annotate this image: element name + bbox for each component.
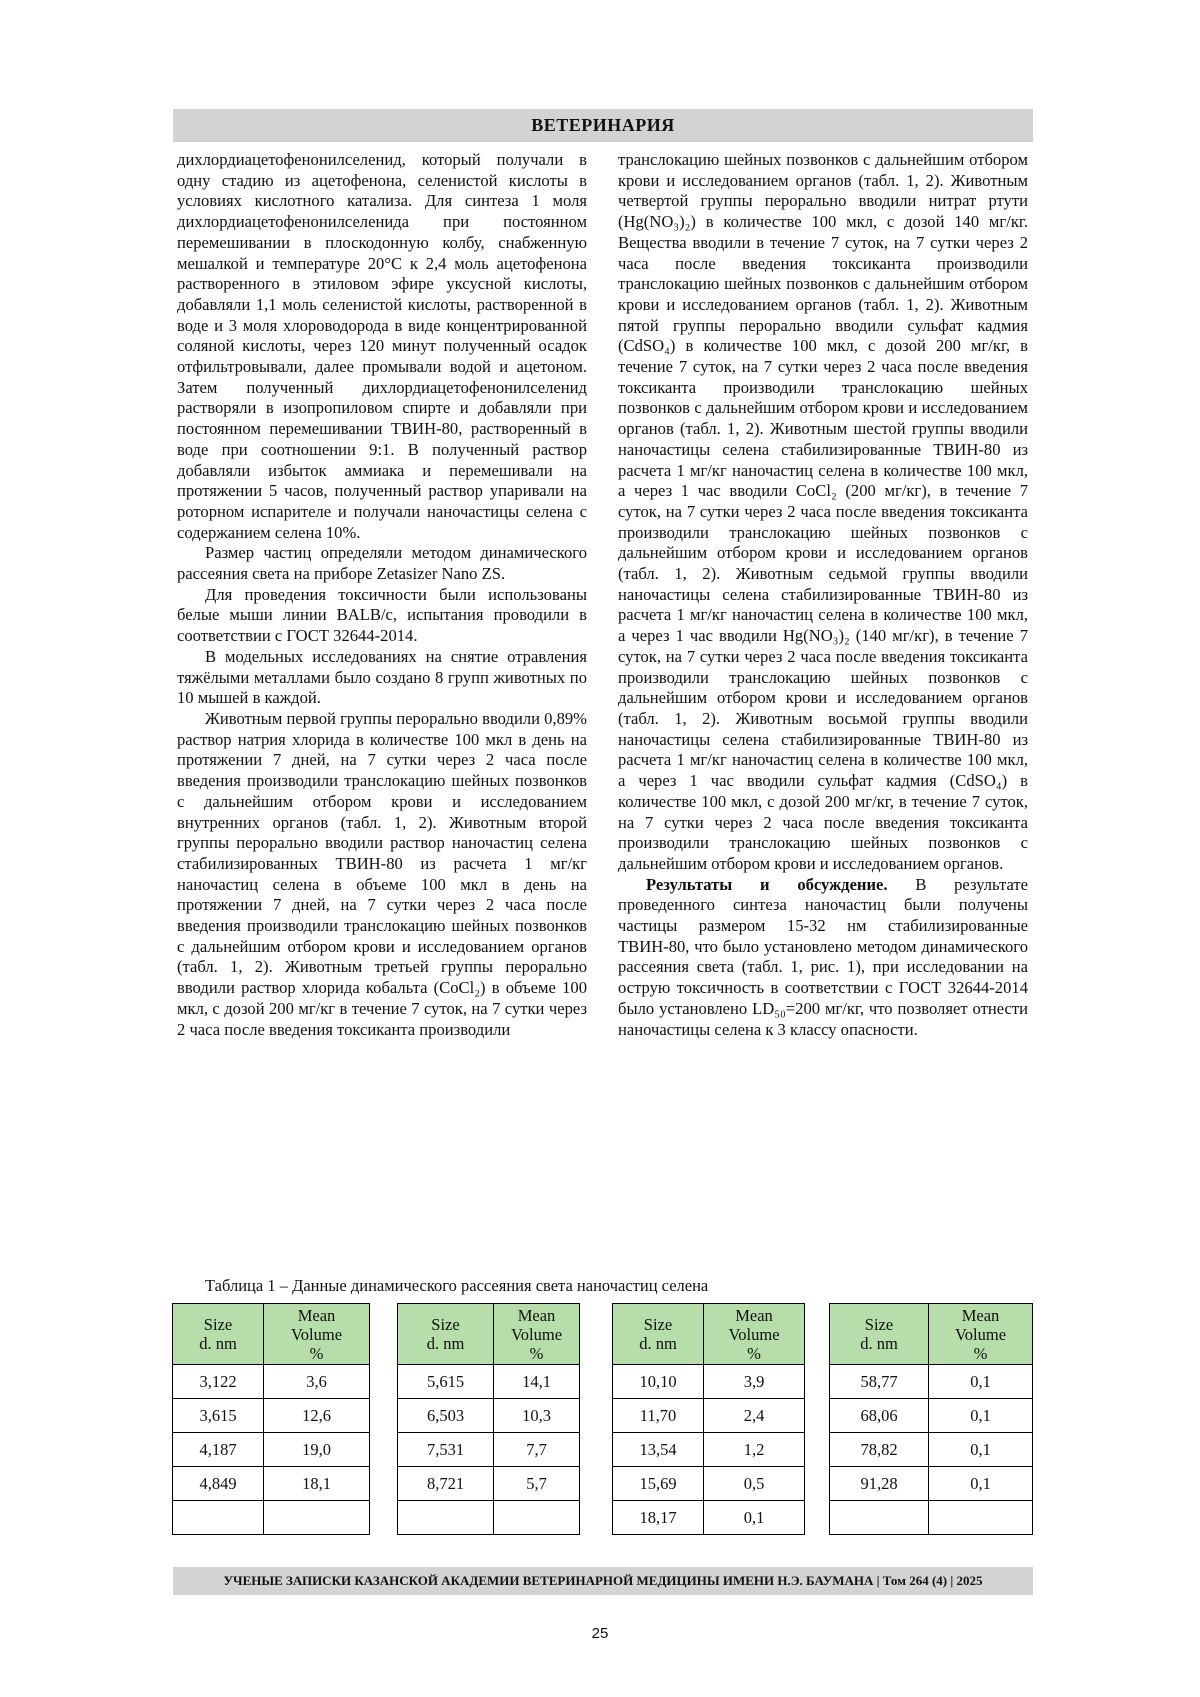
volume-cell: 0,5 [704, 1467, 805, 1501]
size-cell: 4,187 [173, 1433, 264, 1467]
size-cell: 10,10 [613, 1365, 704, 1399]
header-volume: Mean Volume % [929, 1304, 1033, 1365]
size-cell: 8,721 [398, 1467, 494, 1501]
volume-cell: 1,2 [704, 1433, 805, 1467]
size-cell: 6,503 [398, 1399, 494, 1433]
size-cell [173, 1501, 264, 1535]
size-cell: 4,849 [173, 1467, 264, 1501]
volume-cell: 3,9 [704, 1365, 805, 1399]
table-row [613, 1365, 805, 1399]
journal-footer [173, 1567, 1033, 1595]
table-row [173, 1433, 370, 1467]
size-cell: 15,69 [613, 1467, 704, 1501]
volume-cell: 12,6 [264, 1399, 370, 1433]
table-caption: Таблица 1 – Данные динамического рассеяния света наночастиц селена [205, 1276, 709, 1295]
header-size: Size d. nm [830, 1304, 929, 1365]
volume-cell: 14,1 [494, 1365, 580, 1399]
table-row [173, 1501, 370, 1535]
paragraph: Животным первой группы перорально вводили 0,89% раствор натрия хлорида в количестве 100 мкл в день на протяжении 7 дней, на 7 сутки через 2 часа после введения производили транслокацию шейных позвонков с дальнейшим отбором крови и исследованием внутренних органов (табл. 1, 2). Животным второй группы перорально вводили раствор наночастиц селена стабилизированных ТВИН-80 из расчета 1 мг/кг наночастиц селена в объеме 100 мкл в день на протяжении 7 дней, на 7 сутки через 2 часа после введения производили транслокацию шейных позвонков с дальнейшим отбором крови и исследованием органов (табл. 1, 2). Животным третьей группы перорально вводили раствор хлорида кобальта (CoCl₂) в объеме 100 мкл, с дозой 200 мг/кг в течение 7 суток, на 7 сутки через 2 часа после введения токсиканта производили [177, 708, 587, 1039]
table-row [613, 1501, 805, 1535]
volume-cell: 18,1 [264, 1467, 370, 1501]
table-row [613, 1399, 805, 1433]
volume-cell: 2,4 [704, 1399, 805, 1433]
table-row [830, 1501, 1033, 1535]
paragraph: В модельных исследованиях на снятие отравления тяжёлыми металлами было создано 8 групп животных по 10 мышей в каждой. [177, 646, 587, 708]
table-row [398, 1501, 580, 1535]
size-cell: 68,06 [830, 1399, 929, 1433]
volume-cell [264, 1501, 370, 1535]
size-cell: 3,615 [173, 1399, 264, 1433]
header-size: Size d. nm [398, 1304, 494, 1365]
volume-cell: 5,7 [494, 1467, 580, 1501]
table-row [613, 1467, 805, 1501]
section-title: ВЕТЕРИНАРИЯ [531, 115, 675, 135]
size-cell: 7,531 [398, 1433, 494, 1467]
size-cell: 11,70 [613, 1399, 704, 1433]
paragraph: Для проведения токсичности были использованы белые мыши линии BALB/c, испытания проводили в соответствии с ГОСТ 32644-2014. [177, 584, 587, 646]
header-volume: Mean Volume % [494, 1304, 580, 1365]
size-cell: 58,77 [830, 1365, 929, 1399]
dls-table-block-4 [829, 1303, 1033, 1535]
paragraph: дихлордиацетофенонилселенид, который получали в одну стадию из ацетофенона, селенистой кислоты в условиях кислотного катализа. Для синтеза 1 моля дихлордиацетофенонилселенида при постоянном перемешивании в плоскодонную колбу, снабженную мешалкой и температуре 20°С к 2,4 моль ацетофенона растворенного в этиловом эфире уксусной кислоты, добавляли 1,1 моль селенистой кислоты, растворенной в воде и 3 моля хлороводорода в виде концентрированной соляной кислоты, через 120 минут полученный осадок отфильтровывали, далее промывали водой и ацетоном. Затем полученный дихлордиацетофенонилселенид растворяли в изопропиловом спирте и добавляли при постоянном перемешивании ТВИН-80, растворенный в воде при соотношении 9:1. В полученный раствор добавляли избыток аммиака и перемешивали на протяжении 5 часов, полученный раствор упаривали на роторном испарителе и получали наночастицы селена с содержанием селена 10%. [177, 150, 587, 542]
dls-table-block-3 [612, 1303, 805, 1535]
volume-cell: 0,1 [929, 1365, 1033, 1399]
size-cell: 18,17 [613, 1501, 704, 1535]
size-cell [398, 1501, 494, 1535]
volume-cell [929, 1501, 1033, 1535]
paragraph: Размер частиц определяли методом динамического рассеяния света на приборе Zetasizer Nano ZS. [177, 543, 587, 584]
table-row [830, 1399, 1033, 1433]
paragraph: транслокацию шейных позвонков с дальнейшим отбором крови и исследованием органов (табл. 1, 2). Животным четвертой группы перорально вводили нитрат ртути (Hg(NO₃)₂) в количестве 100 мкл, с дозой 140 мг/кг. Вещества вводили в течение 7 суток, на 7 сутки через 2 часа после введения токсиканта производили транслокацию шейных позвонков с дальнейшим отбором крови и исследованием органов (табл. 1, 2). Животным пятой группы перорально вводили сульфат кадмия (CdSO₄) в количестве 100 мкл, с дозой 200 мг/кг, в течение 7 суток, на 7 сутки через 2 часа после введения токсиканта производили транслокацию шейных позвонков с дальнейшим отбором крови и исследованием органов (табл. 1, 2). Животным шестой группы вводили наночастицы селена стабилизированные ТВИН-80 из расчета 1 мг/кг наночастиц селена в количестве 100 мкл, а через 1 час вводили CoCl₂ (200 мг/кг), в течение 7 суток, на 7 сутки через 2 часа после введения токсиканта производили транслокацию шейных позвонков с дальнейшим отбором крови и исследованием органов (табл. 1, 2). Животным седьмой группы вводили наночастицы селена стабилизированные ТВИН-80 из расчета 1 мг/кг наночастиц селена в количестве 100 мкл, а через 1 час вводили Hg(NO₃)₂ (140 мг/кг), в течение 7 суток, на 7 сутки через 2 часа после введения токсиканта производили транслокацию шейных позвонков с дальнейшим отбором крови и исследованием органов (табл. 1, 2). Животным восьмой группы вводили наночастицы селена стабилизированные ТВИН-80 из расчета 1 мг/кг наночастиц селена в количестве 100 мкл, а через 1 час вводили сульфат кадмия (CdSO₄) в количестве 100 мкл, с дозой 200 мг/кг, в течение 7 суток, на 7 сутки через 2 часа после введения токсиканта производили транслокацию шейных позвонков с дальнейшим отбором крови и исследованием органов. [618, 150, 1028, 873]
size-cell: 91,28 [830, 1467, 929, 1501]
table-row [830, 1433, 1033, 1467]
journal-title: УЧЕНЫЕ ЗАПИСКИ КАЗАНСКОЙ АКАДЕМИИ ВЕТЕРИНАРНОЙ МЕДИЦИНЫ ИМЕНИ Н.Э. БАУМАНА | Том 264 (4) | 2025 [223, 1573, 983, 1588]
size-cell [830, 1501, 929, 1535]
volume-cell: 10,3 [494, 1399, 580, 1433]
volume-cell: 3,6 [264, 1365, 370, 1399]
volume-cell: 0,1 [704, 1501, 805, 1535]
right-column [618, 150, 1028, 1040]
table-row [830, 1467, 1033, 1501]
table-row [398, 1399, 580, 1433]
volume-cell: 0,1 [929, 1399, 1033, 1433]
header-volume: Mean Volume % [264, 1304, 370, 1365]
table-row [398, 1467, 580, 1501]
header-volume: Mean Volume % [704, 1304, 805, 1365]
header-size: Size d. nm [613, 1304, 704, 1365]
header-size: Size d. nm [173, 1304, 264, 1365]
results-text: В результате проведенного синтеза наночастиц были получены частицы размером 15-32 нм стабилизированные ТВИН-80, что было установлено методом динамического рассеяния света (табл. 1, рис. 1), при исследовании на острую токсичность в соответствии с ГОСТ 32644-2014 было установлено LD₅₀=200 мг/кг, что позволяет отнести наночастицы селена к 3 классу опасности. [618, 874, 1028, 1039]
table-row [173, 1365, 370, 1399]
size-cell: 78,82 [830, 1433, 929, 1467]
results-paragraph [618, 875, 1028, 1041]
size-cell: 5,615 [398, 1365, 494, 1399]
table-row [173, 1467, 370, 1501]
size-cell: 3,122 [173, 1365, 264, 1399]
page-number: 25 [591, 1625, 609, 1642]
dls-table-block-2 [397, 1303, 580, 1535]
volume-cell [494, 1501, 580, 1535]
size-cell: 13,54 [613, 1433, 704, 1467]
volume-cell: 19,0 [264, 1433, 370, 1467]
volume-cell: 0,1 [929, 1467, 1033, 1501]
left-column [177, 150, 587, 1040]
table-row [398, 1365, 580, 1399]
table-row [398, 1433, 580, 1467]
table-row [173, 1399, 370, 1433]
table-row [613, 1433, 805, 1467]
volume-cell: 0,1 [929, 1433, 1033, 1467]
results-heading: Результаты и обсуждение. [646, 874, 888, 894]
section-header [173, 109, 1033, 142]
volume-cell: 7,7 [494, 1433, 580, 1467]
table-row [830, 1365, 1033, 1399]
dls-table-block-1 [172, 1303, 370, 1535]
